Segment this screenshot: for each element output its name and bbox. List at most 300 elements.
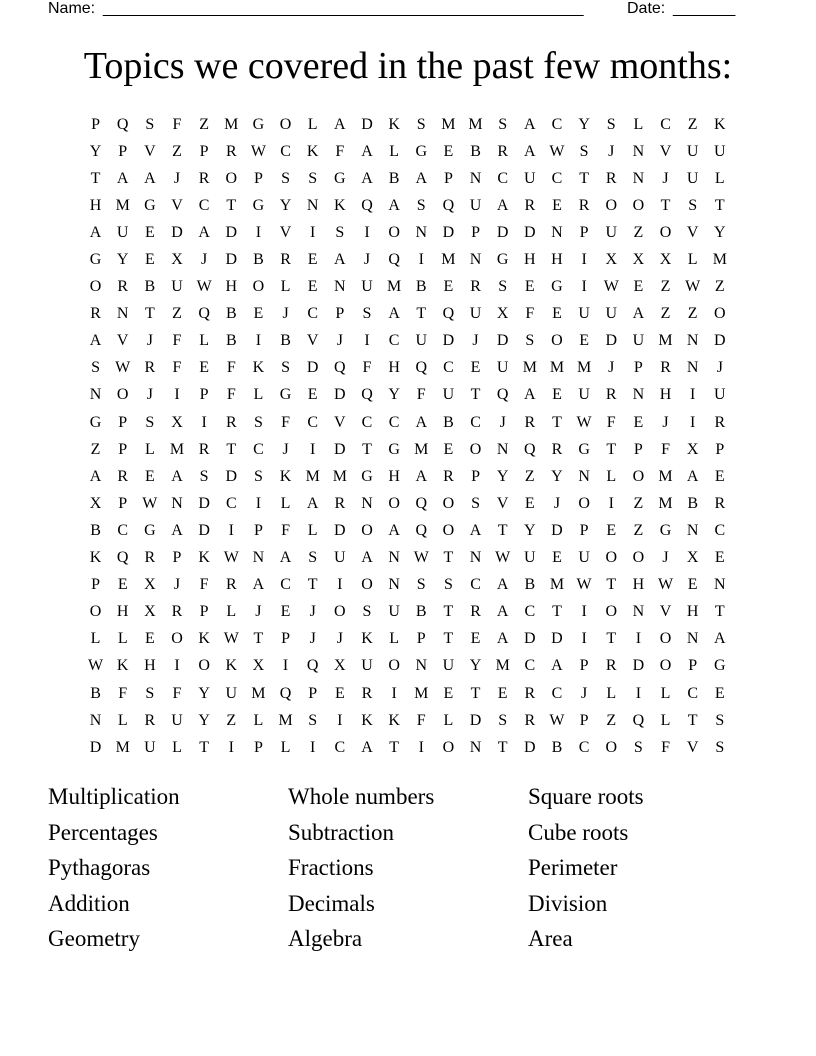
grid-letter[interactable]: Q	[388, 251, 400, 269]
grid-letter[interactable]: N	[632, 603, 645, 621]
grid-letter[interactable]: N	[171, 494, 183, 512]
grid-letter[interactable]: G	[89, 413, 102, 431]
grid-letter[interactable]: D	[89, 738, 102, 756]
grid-letter[interactable]: Y	[578, 115, 590, 133]
grid-letter[interactable]: Y	[524, 521, 536, 539]
grid-letter[interactable]: V	[279, 223, 292, 241]
grid-letter[interactable]: L	[117, 630, 128, 648]
grid-letter[interactable]: X	[89, 494, 102, 512]
grid-letter[interactable]: A	[198, 223, 210, 241]
grid-letter[interactable]: M	[576, 359, 592, 377]
grid-letter[interactable]: S	[498, 711, 508, 729]
grid-letter[interactable]: T	[144, 305, 155, 323]
grid-letter[interactable]: P	[91, 576, 101, 594]
grid-letter[interactable]: R	[714, 413, 726, 431]
grid-letter[interactable]: D	[714, 332, 726, 350]
grid-letter[interactable]: S	[145, 115, 155, 133]
grid-letter[interactable]: L	[660, 711, 671, 729]
grid-letter[interactable]: C	[551, 115, 563, 133]
grid-letter[interactable]: B	[90, 521, 101, 539]
grid-letter[interactable]: A	[524, 115, 536, 133]
grid-letter[interactable]: W	[603, 278, 619, 296]
grid-letter[interactable]: E	[334, 684, 345, 702]
grid-letter[interactable]: M	[549, 359, 565, 377]
grid-letter[interactable]: N	[578, 467, 590, 485]
grid-letter[interactable]: Z	[90, 440, 101, 458]
grid-letter[interactable]: A	[496, 603, 509, 621]
grid-letter[interactable]: P	[579, 657, 589, 675]
grid-letter[interactable]: N	[116, 305, 129, 323]
grid-letter[interactable]: W	[576, 576, 592, 594]
grid-letter[interactable]: H	[551, 251, 563, 269]
grid-letter[interactable]: N	[469, 169, 482, 187]
grid-letter[interactable]: B	[524, 576, 536, 594]
grid-letter[interactable]: E	[470, 630, 481, 648]
grid-letter[interactable]: V	[686, 738, 699, 756]
grid-letter[interactable]: D	[361, 115, 373, 133]
grid-letter[interactable]: M	[387, 278, 402, 296]
grid-letter[interactable]: O	[442, 738, 455, 756]
grid-letter[interactable]: M	[712, 251, 727, 269]
grid-letter[interactable]: W	[495, 549, 511, 567]
grid-letter[interactable]: C	[470, 413, 481, 431]
grid-letter[interactable]: O	[659, 630, 672, 648]
grid-letter[interactable]: T	[443, 603, 454, 621]
grid-letter[interactable]: K	[198, 549, 210, 567]
grid-letter[interactable]: S	[308, 169, 318, 187]
grid-letter[interactable]: P	[253, 738, 263, 756]
grid-letter[interactable]: J	[173, 576, 181, 594]
grid-letter[interactable]: O	[632, 196, 645, 214]
grid-letter[interactable]: D	[524, 630, 536, 648]
grid-letter[interactable]: F	[416, 386, 426, 404]
grid-letter[interactable]: Y	[496, 467, 509, 485]
grid-letter[interactable]: C	[578, 738, 590, 756]
grid-letter[interactable]: K	[279, 467, 292, 485]
grid-letter[interactable]: N	[89, 711, 102, 729]
grid-letter[interactable]: U	[171, 711, 183, 729]
grid-letter[interactable]: Z	[226, 711, 237, 729]
grid-letter[interactable]: J	[580, 684, 588, 702]
grid-letter[interactable]: T	[470, 386, 481, 404]
grid-letter[interactable]: R	[578, 196, 590, 214]
grid-letter[interactable]: Y	[89, 142, 102, 160]
grid-letter[interactable]: O	[578, 494, 590, 512]
grid-letter[interactable]: Z	[172, 305, 182, 323]
grid-letter[interactable]: I	[690, 386, 696, 404]
grid-letter[interactable]: C	[361, 413, 373, 431]
grid-letter[interactable]: E	[443, 278, 454, 296]
grid-letter[interactable]: P	[199, 142, 209, 160]
grid-letter[interactable]: D	[225, 251, 238, 269]
grid-letter[interactable]: U	[361, 657, 373, 675]
grid-letter[interactable]: B	[225, 332, 237, 350]
grid-letter[interactable]: C	[198, 196, 210, 214]
grid-letter[interactable]: T	[253, 630, 264, 648]
grid-letter[interactable]: A	[714, 630, 726, 648]
grid-letter[interactable]: M	[495, 657, 510, 675]
grid-letter[interactable]: J	[336, 630, 343, 648]
grid-letter[interactable]: P	[172, 549, 182, 567]
grid-letter[interactable]: S	[362, 305, 372, 323]
grid-letter[interactable]: Q	[116, 549, 129, 567]
grid-letter[interactable]: R	[117, 467, 129, 485]
grid-letter[interactable]: D	[198, 494, 210, 512]
grid-letter[interactable]: A	[496, 576, 509, 594]
grid-letter[interactable]: N	[632, 386, 645, 404]
grid-letter[interactable]: E	[552, 305, 562, 323]
grid-letter[interactable]: P	[199, 386, 209, 404]
grid-letter[interactable]: S	[471, 494, 480, 512]
grid-letter[interactable]: P	[471, 467, 480, 485]
grid-letter[interactable]: X	[171, 251, 183, 269]
grid-letter[interactable]: H	[686, 603, 699, 621]
grid-letter[interactable]: K	[388, 711, 400, 729]
grid-letter[interactable]: X	[659, 251, 672, 269]
grid-letter[interactable]: S	[145, 684, 155, 702]
grid-letter[interactable]: R	[524, 684, 536, 702]
grid-letter[interactable]: P	[579, 521, 589, 539]
grid-letter[interactable]: L	[389, 630, 399, 648]
grid-letter[interactable]: D	[469, 711, 482, 729]
grid-letter[interactable]: D	[524, 223, 536, 241]
grid-letter[interactable]: G	[279, 386, 292, 404]
grid-letter[interactable]: V	[496, 494, 509, 512]
grid-letter[interactable]: V	[659, 142, 672, 160]
grid-letter[interactable]: W	[549, 711, 565, 729]
grid-letter[interactable]: A	[632, 305, 645, 323]
grid-letter[interactable]: S	[498, 278, 508, 296]
grid-letter[interactable]: C	[334, 738, 346, 756]
grid-letter[interactable]: S	[281, 169, 290, 187]
grid-letter[interactable]: O	[659, 657, 672, 675]
grid-letter[interactable]: O	[116, 386, 129, 404]
grid-letter[interactable]: B	[687, 494, 698, 512]
grid-letter[interactable]: K	[116, 657, 129, 675]
grid-letter[interactable]: G	[659, 521, 672, 539]
grid-letter[interactable]: O	[442, 494, 455, 512]
grid-letter[interactable]: S	[416, 196, 426, 214]
grid-letter[interactable]: A	[361, 169, 373, 187]
grid-letter[interactable]: P	[118, 142, 128, 160]
grid-letter[interactable]: W	[142, 494, 158, 512]
grid-letter[interactable]: U	[524, 169, 536, 187]
grid-letter[interactable]: B	[551, 738, 563, 756]
grid-letter[interactable]: E	[606, 521, 617, 539]
grid-letter[interactable]: N	[686, 521, 699, 539]
grid-letter[interactable]: E	[633, 413, 644, 431]
grid-letter[interactable]: L	[443, 711, 454, 729]
grid-letter[interactable]: D	[334, 440, 346, 458]
grid-letter[interactable]: C	[388, 413, 400, 431]
grid-letter[interactable]: F	[172, 684, 182, 702]
grid-letter[interactable]: E	[714, 549, 725, 567]
grid-letter[interactable]: L	[226, 603, 237, 621]
grid-letter[interactable]: N	[632, 142, 645, 160]
grid-letter[interactable]: I	[364, 223, 370, 241]
grid-letter[interactable]: J	[201, 251, 208, 269]
grid-letter[interactable]: B	[470, 142, 481, 160]
grid-letter[interactable]: E	[307, 386, 318, 404]
grid-letter[interactable]: Q	[334, 359, 346, 377]
grid-letter[interactable]: N	[469, 738, 482, 756]
grid-letter[interactable]: Y	[469, 657, 482, 675]
grid-letter[interactable]: L	[199, 332, 210, 350]
grid-letter[interactable]: O	[89, 603, 102, 621]
grid-letter[interactable]: F	[606, 413, 616, 431]
grid-letter[interactable]: E	[633, 278, 644, 296]
grid-letter[interactable]: Z	[524, 467, 535, 485]
grid-letter[interactable]: S	[416, 576, 426, 594]
grid-letter[interactable]: G	[89, 251, 102, 269]
grid-letter[interactable]: W	[88, 657, 104, 675]
grid-letter[interactable]: N	[388, 549, 400, 567]
grid-letter[interactable]: I	[364, 332, 370, 350]
grid-letter[interactable]: P	[253, 169, 263, 187]
name-field-line[interactable]: ______________________________________________________	[103, 0, 584, 17]
grid-letter[interactable]: D	[198, 521, 210, 539]
grid-letter[interactable]: G	[714, 657, 726, 675]
grid-letter[interactable]: T	[606, 630, 617, 648]
grid-letter[interactable]: W	[223, 549, 239, 567]
grid-letter[interactable]: B	[415, 603, 427, 621]
grid-letter[interactable]: R	[198, 440, 210, 458]
grid-letter[interactable]: A	[89, 223, 102, 241]
grid-letter[interactable]: A	[388, 196, 400, 214]
grid-letter[interactable]: R	[470, 603, 481, 621]
grid-letter[interactable]: V	[116, 332, 129, 350]
grid-letter[interactable]: A	[388, 305, 400, 323]
grid-letter[interactable]: A	[415, 169, 428, 187]
grid-letter[interactable]: S	[281, 359, 290, 377]
grid-letter[interactable]: I	[391, 684, 397, 702]
grid-letter[interactable]: R	[551, 440, 563, 458]
grid-letter[interactable]: I	[310, 223, 316, 241]
grid-letter[interactable]: R	[714, 494, 726, 512]
grid-letter[interactable]: U	[578, 386, 590, 404]
grid-letter[interactable]: T	[579, 169, 589, 187]
grid-letter[interactable]: A	[334, 251, 346, 269]
grid-letter[interactable]: D	[306, 359, 319, 377]
grid-letter[interactable]: R	[225, 576, 237, 594]
grid-letter[interactable]: R	[605, 657, 617, 675]
grid-letter[interactable]: O	[632, 549, 645, 567]
grid-letter[interactable]: J	[662, 169, 669, 187]
grid-letter[interactable]: K	[361, 711, 373, 729]
grid-letter[interactable]: S	[688, 196, 698, 214]
grid-letter[interactable]: C	[497, 169, 509, 187]
grid-letter[interactable]: B	[280, 332, 291, 350]
grid-letter[interactable]: R	[225, 413, 237, 431]
grid-letter[interactable]: T	[714, 603, 725, 621]
grid-letter[interactable]: J	[309, 603, 316, 621]
grid-letter[interactable]: Z	[660, 305, 671, 323]
grid-letter[interactable]: M	[332, 467, 347, 485]
grid-letter[interactable]: R	[497, 142, 509, 160]
grid-letter[interactable]: G	[334, 169, 346, 187]
grid-letter[interactable]: Z	[172, 142, 182, 160]
grid-letter[interactable]: D	[605, 332, 618, 350]
grid-letter[interactable]: F	[281, 413, 290, 431]
grid-letter[interactable]: O	[198, 657, 210, 675]
grid-letter[interactable]: O	[334, 603, 346, 621]
grid-letter[interactable]: F	[118, 684, 128, 702]
grid-letter[interactable]: J	[282, 305, 289, 323]
grid-letter[interactable]: F	[172, 332, 182, 350]
grid-letter[interactable]: Z	[199, 115, 210, 133]
grid-letter[interactable]: O	[171, 630, 183, 648]
grid-letter[interactable]: A	[89, 332, 102, 350]
grid-letter[interactable]: E	[497, 684, 508, 702]
grid-letter[interactable]: N	[361, 494, 373, 512]
grid-letter[interactable]: H	[388, 359, 400, 377]
grid-letter[interactable]: R	[144, 359, 156, 377]
grid-letter[interactable]: F	[335, 142, 345, 160]
grid-letter[interactable]: I	[310, 738, 316, 756]
grid-letter[interactable]: R	[198, 169, 210, 187]
grid-letter[interactable]: J	[608, 359, 615, 377]
grid-letter[interactable]: L	[144, 440, 155, 458]
date-field-line[interactable]: _______	[673, 0, 736, 17]
grid-letter[interactable]: R	[470, 278, 481, 296]
grid-letter[interactable]: L	[687, 251, 698, 269]
grid-letter[interactable]: N	[415, 223, 428, 241]
grid-letter[interactable]: I	[228, 521, 234, 539]
grid-letter[interactable]: G	[361, 467, 373, 485]
grid-letter[interactable]: Q	[442, 305, 455, 323]
grid-letter[interactable]: S	[253, 467, 263, 485]
grid-letter[interactable]: H	[116, 603, 129, 621]
grid-letter[interactable]: S	[416, 115, 426, 133]
grid-letter[interactable]: T	[90, 169, 101, 187]
grid-letter[interactable]: K	[89, 549, 102, 567]
grid-letter[interactable]: A	[89, 467, 102, 485]
grid-letter[interactable]: V	[686, 223, 699, 241]
grid-letter[interactable]: P	[335, 305, 345, 323]
grid-letter[interactable]: E	[307, 278, 318, 296]
grid-letter[interactable]: F	[281, 521, 290, 539]
grid-letter[interactable]: E	[144, 630, 155, 648]
grid-letter[interactable]: N	[632, 169, 645, 187]
grid-letter[interactable]: D	[496, 223, 509, 241]
grid-letter[interactable]: E	[144, 251, 155, 269]
grid-letter[interactable]: I	[255, 332, 262, 350]
grid-letter[interactable]: Y	[198, 711, 210, 729]
grid-letter[interactable]: L	[253, 711, 264, 729]
grid-letter[interactable]: J	[146, 332, 153, 350]
grid-letter[interactable]: T	[362, 440, 372, 458]
grid-letter[interactable]: D	[442, 332, 455, 350]
grid-letter[interactable]: J	[363, 251, 371, 269]
grid-letter[interactable]: M	[441, 115, 456, 133]
grid-letter[interactable]: J	[173, 169, 181, 187]
grid-letter[interactable]: Q	[361, 196, 373, 214]
grid-letter[interactable]: M	[305, 467, 320, 485]
grid-letter[interactable]: L	[90, 630, 101, 648]
grid-letter[interactable]: R	[90, 305, 101, 323]
grid-letter[interactable]: Y	[714, 223, 726, 241]
grid-letter[interactable]: A	[144, 169, 156, 187]
grid-letter[interactable]: T	[552, 413, 562, 431]
grid-letter[interactable]: T	[470, 684, 481, 702]
grid-letter[interactable]: U	[632, 332, 645, 350]
grid-letter[interactable]: O	[89, 278, 102, 296]
grid-letter[interactable]: T	[226, 440, 237, 458]
grid-letter[interactable]: Y	[198, 684, 210, 702]
grid-letter[interactable]: X	[334, 657, 346, 675]
grid-letter[interactable]: S	[606, 115, 616, 133]
grid-letter[interactable]: B	[90, 684, 101, 702]
grid-letter[interactable]: E	[280, 603, 291, 621]
grid-letter[interactable]: G	[415, 142, 428, 160]
grid-letter[interactable]: S	[91, 359, 101, 377]
grid-letter[interactable]: K	[198, 630, 210, 648]
grid-letter[interactable]: D	[551, 521, 563, 539]
grid-letter[interactable]: T	[606, 576, 617, 594]
grid-letter[interactable]: D	[632, 657, 645, 675]
grid-letter[interactable]: D	[551, 630, 563, 648]
grid-letter[interactable]: P	[118, 440, 128, 458]
grid-letter[interactable]: P	[308, 684, 318, 702]
grid-letter[interactable]: J	[608, 142, 615, 160]
grid-letter[interactable]: P	[633, 440, 643, 458]
grid-letter[interactable]: J	[553, 494, 561, 512]
grid-letter[interactable]: L	[117, 711, 128, 729]
grid-letter[interactable]: O	[361, 521, 373, 539]
grid-letter[interactable]: F	[661, 738, 670, 756]
grid-letter[interactable]: Q	[415, 521, 428, 539]
grid-letter[interactable]: U	[578, 305, 590, 323]
grid-letter[interactable]: B	[225, 305, 237, 323]
grid-letter[interactable]: J	[499, 413, 506, 431]
grid-letter[interactable]: P	[579, 223, 589, 241]
grid-letter[interactable]: Q	[415, 494, 428, 512]
grid-letter[interactable]: E	[443, 684, 454, 702]
grid-letter[interactable]: E	[714, 467, 725, 485]
grid-letter[interactable]: W	[196, 278, 212, 296]
grid-letter[interactable]: A	[524, 142, 536, 160]
grid-letter[interactable]: L	[280, 494, 291, 512]
grid-letter[interactable]: P	[199, 603, 209, 621]
grid-letter[interactable]: X	[171, 413, 183, 431]
grid-letter[interactable]: W	[223, 630, 239, 648]
grid-letter[interactable]: A	[469, 521, 482, 539]
grid-letter[interactable]: R	[144, 711, 156, 729]
grid-letter[interactable]: C	[443, 359, 454, 377]
grid-letter[interactable]: C	[687, 684, 698, 702]
grid-letter[interactable]: A	[361, 549, 373, 567]
grid-letter[interactable]: R	[660, 359, 671, 377]
grid-letter[interactable]: P	[281, 630, 290, 648]
grid-letter[interactable]: Q	[279, 684, 292, 702]
grid-letter[interactable]: P	[118, 494, 128, 512]
grid-letter[interactable]: U	[524, 549, 536, 567]
grid-letter[interactable]: F	[172, 359, 182, 377]
grid-letter[interactable]: Q	[442, 196, 455, 214]
grid-letter[interactable]: F	[226, 386, 236, 404]
grid-letter[interactable]: O	[632, 467, 645, 485]
grid-letter[interactable]: R	[605, 169, 617, 187]
grid-letter[interactable]: O	[279, 115, 292, 133]
grid-letter[interactable]: R	[144, 549, 156, 567]
grid-letter[interactable]: W	[576, 413, 592, 431]
grid-letter[interactable]: C	[660, 115, 671, 133]
grid-letter[interactable]: W	[685, 278, 701, 296]
grid-letter[interactable]: O	[361, 576, 373, 594]
grid-letter[interactable]: G	[551, 278, 563, 296]
grid-letter[interactable]: M	[658, 332, 673, 350]
grid-letter[interactable]: W	[413, 549, 429, 567]
